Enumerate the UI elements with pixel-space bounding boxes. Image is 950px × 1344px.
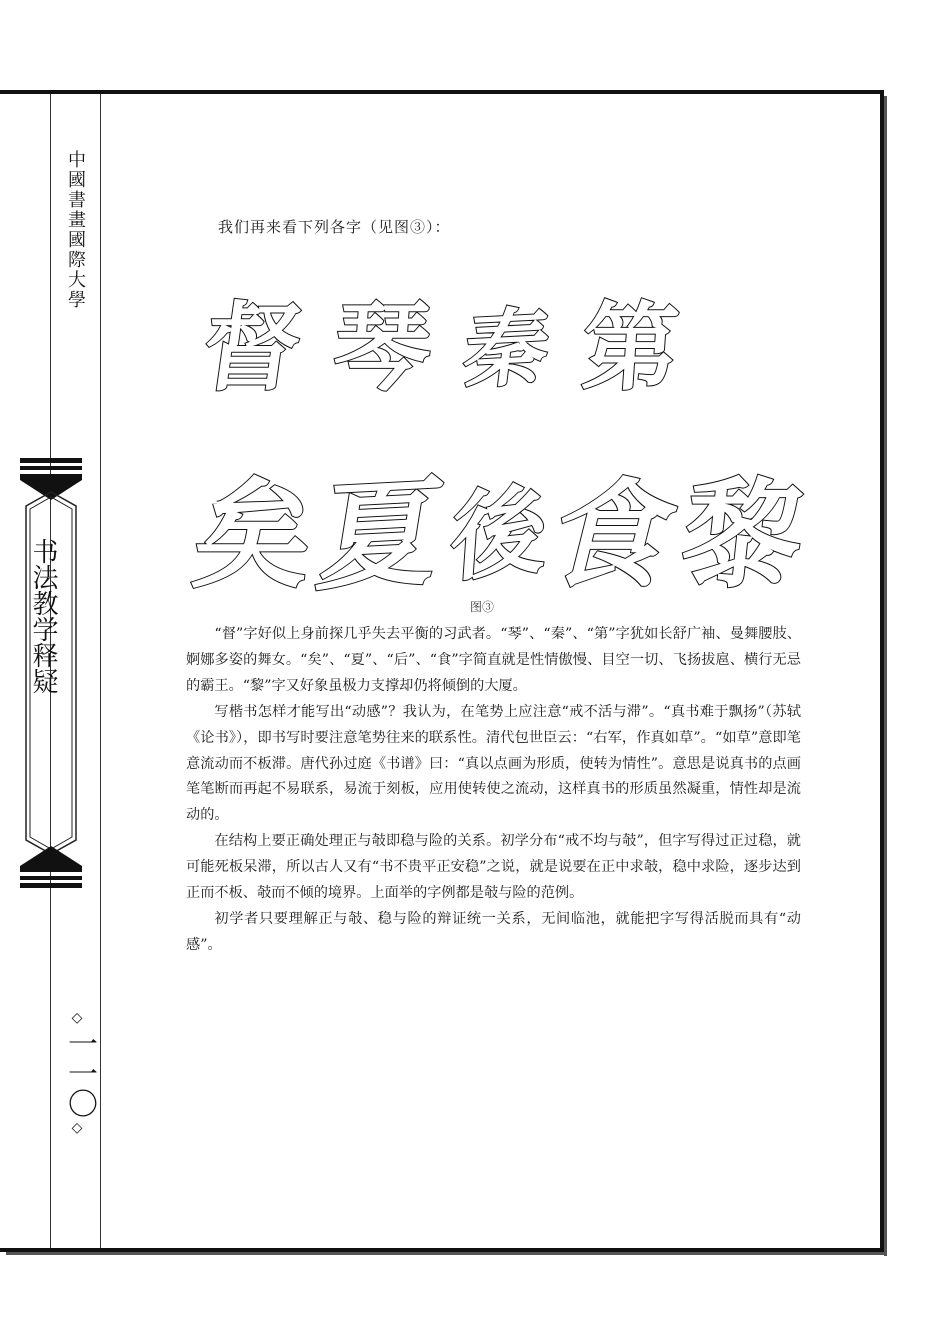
paragraph: 写楷书怎样才能写出“动感”？我认为，在笔势上应注意“戒不活与滞”。“真书难于飘扬”（苏轼《论书》），即书写时要注意笔势往来的联系性。清代包世臣云：“右军，作真如草”。“如草”意即笔意流动而不板滞。唐代孙过庭《书谱》曰：“真以点画为形质，使转为情性”。意思是说真书的点画笔笔断而再起不易联系，易流于刻板，应用使转使之流动，这样真书的形质虽然凝重，情性却是流动的。 bbox=[186, 703, 801, 824]
calligraphy-glyph: 秦 bbox=[458, 296, 555, 401]
paragraph: “督”字好似上身前探几乎失去平衡的习武者。“琴”、“秦”、“第”字犹如长舒广袖、曼舞腰肢、婀娜多姿的舞女。“矣”、“夏”、“后”、“食”字简直就是性情傲慢、目空一切、飞扬拔扈、横行无忌的霸王。“黎”字又好象虽极力支撑却仍将倾倒的大厦。 bbox=[186, 626, 801, 694]
calligraphy-glyph: 琴 bbox=[330, 291, 435, 404]
figure-caption: 图③ bbox=[470, 600, 495, 614]
university-title: 中國書畫國際大學 bbox=[65, 150, 86, 310]
page-frame-top bbox=[0, 90, 884, 94]
page-frame-shadow-bottom bbox=[6, 1252, 887, 1255]
figure-row-1 bbox=[196, 272, 713, 409]
intro-line: 我们再来看下列各字（见图③）： bbox=[218, 218, 451, 236]
diamond-icon: ◇ bbox=[71, 1010, 83, 1026]
figure-row-2 bbox=[186, 440, 813, 610]
calligraphy-glyph: 夏 bbox=[309, 461, 452, 607]
diamond-icon: ◇ bbox=[71, 1120, 83, 1136]
body-text bbox=[186, 622, 801, 959]
margin-rule-inner bbox=[100, 94, 101, 1248]
calligraphy-glyph: 矣 bbox=[186, 465, 320, 604]
page-number bbox=[62, 1008, 97, 1138]
page-frame-shadow-right bbox=[884, 96, 887, 1256]
calligraphy-glyph: 食 bbox=[537, 465, 691, 604]
page-number-digits: 一一〇 bbox=[62, 1028, 97, 1118]
calligraphy-glyph: 後 bbox=[447, 471, 551, 596]
calligraphy-glyph: 黎 bbox=[676, 465, 810, 604]
calligraphy-glyph: 督 bbox=[196, 291, 308, 404]
paragraph: 初学者只要理解正与攲、稳与险的辩证统一关系，无间临池，就能把字写得活脱而具有“动感”。 bbox=[186, 910, 801, 953]
calligraphy-glyph: 第 bbox=[578, 291, 683, 404]
book-title: 书法教学释疑 bbox=[28, 538, 58, 694]
paragraph: 在结构上要正确处理正与攲即稳与险的关系。初学分布“戒不均与攲”，但字写得过正过稳，就可能死板呆滞，所以古人又有“书不贵平正安稳”之说，就是说要在正中求攲，稳中求险，逐步达到正而不板、攲而不倾的境界。上面举的字例都是攲与险的范例。 bbox=[186, 833, 801, 902]
